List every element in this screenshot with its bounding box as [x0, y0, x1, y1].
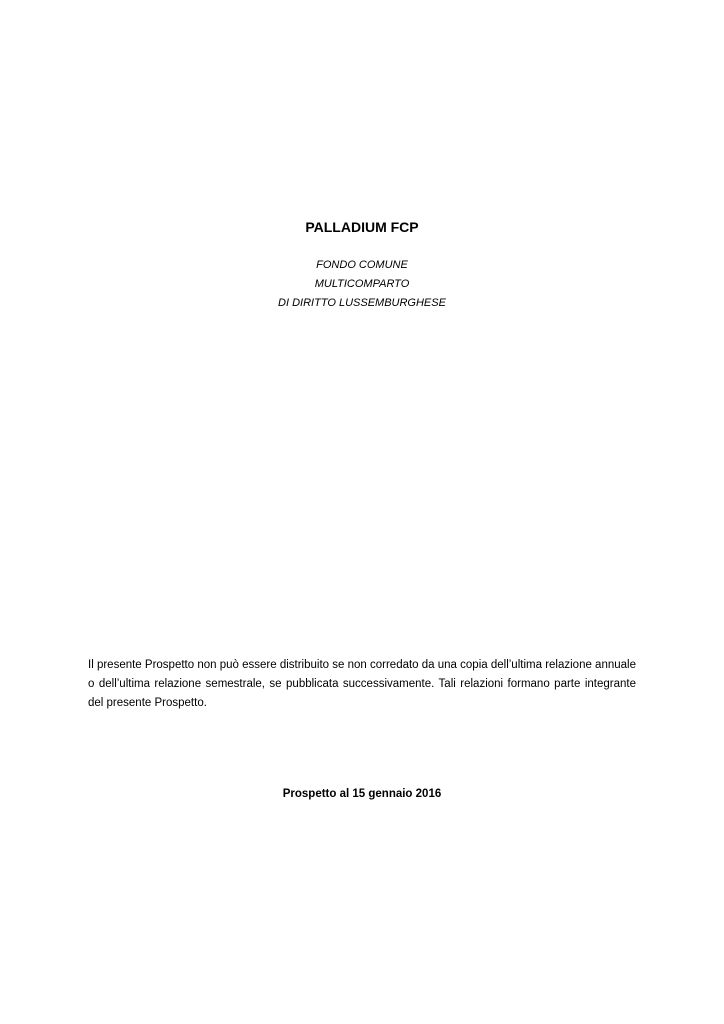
subtitle-line-2: MULTICOMPARTO — [314, 278, 410, 290]
subtitle-line-1: FONDO COMUNE — [316, 259, 408, 271]
document-subtitle — [0, 256, 724, 313]
distribution-notice: Il presente Prospetto non può essere distribuito se non corredato da una copia dell’ultima relazione annuale o dell’ultima relazione semestrale, se pubblicata successivamente. Tali relazioni formano parte integrante del presente Prospetto. — [88, 659, 636, 709]
document-title: PALLADIUM FCP — [305, 219, 419, 235]
prospectus-date: Prospetto al 15 gennaio 2016 — [282, 788, 442, 800]
subtitle-line-3: DI DIRITTO LUSSEMBURGHESE — [278, 297, 446, 309]
